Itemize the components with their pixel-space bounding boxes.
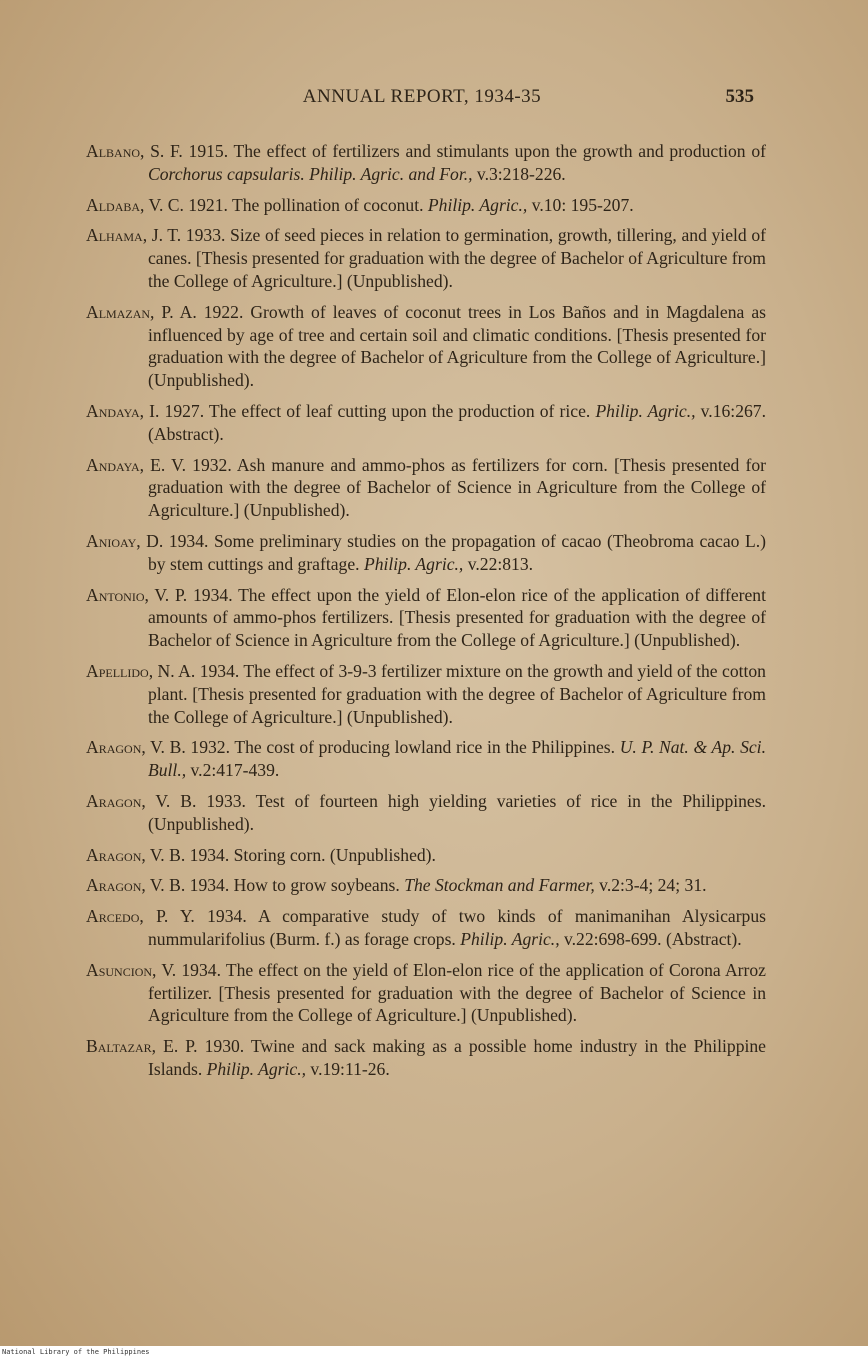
entry-citation: v.22:698-699. (Abstract). xyxy=(559,928,742,949)
entry-citation: v.19:11-26. xyxy=(306,1058,390,1079)
entry-text: Some preliminary studies on the propagation of cacao (Theobroma cacao L.) by stem cuttings and graftage. xyxy=(148,530,767,574)
bibliography-entry xyxy=(86,454,766,522)
entry-author: Aragon, V. B. xyxy=(86,844,186,865)
bibliography-entry xyxy=(86,660,766,728)
entry-citation: v.10: 195-207. xyxy=(527,194,634,215)
entry-text: Size of seed pieces in relation to germination, growth, tillering, and yield of canes. [Thesis presented for graduation with the degree of Bachelor of Agriculture from the College of Agriculture.] (Unpublished). xyxy=(148,225,766,291)
bibliography-entry xyxy=(86,874,766,897)
entry-year: 1933. xyxy=(185,225,226,246)
entry-year: 1922. xyxy=(203,301,244,322)
bibliography-entry xyxy=(86,194,766,217)
page-header-title: ANNUAL REPORT, 1934-35 xyxy=(302,86,542,107)
entry-author: Anioay, D. xyxy=(86,530,164,551)
running-header xyxy=(90,86,754,116)
entry-source: U. P. Nat. & Ap. Sci. Bull., xyxy=(148,737,766,781)
entry-source: Philip. Agric., xyxy=(460,928,560,949)
bibliography-entry xyxy=(86,1035,766,1081)
entry-year: 1933. xyxy=(206,790,246,811)
bibliography-entry xyxy=(86,400,766,446)
entry-year: 1915. xyxy=(188,141,229,161)
entry-source: Philip. Agric., xyxy=(595,400,696,421)
entry-source: Philip. Agric., xyxy=(427,194,528,215)
entry-author: Baltazar, E. P. xyxy=(86,1036,198,1057)
entry-year: 1934. xyxy=(168,530,209,551)
entry-source: Corchorus capsularis. Philip. Agric. and For., xyxy=(148,163,473,184)
bibliography-entry xyxy=(86,530,766,576)
entry-year: 1921. xyxy=(188,194,228,215)
entry-author: Aragon, V. B. xyxy=(86,875,186,896)
entry-author: Andaya, E. V. xyxy=(86,454,186,475)
bibliography-entry xyxy=(86,844,766,867)
entry-text: The effect on the yield of Elon-elon rice of the application of Corona Arroz fertilizer. [Thesis presented for graduation with the degree of Bachelor of Science in Agriculture from the College of Agriculture.] (Unpublished). xyxy=(148,959,766,1026)
entry-author: Aldaba, V. C. xyxy=(86,194,184,215)
entry-text: A comparative study of two kinds of manimanihan Alysicarpus nummularifolius (Burm. f.) as forage crops. xyxy=(148,906,766,949)
entry-source: Philip. Agric., xyxy=(363,553,464,574)
entry-year: 1934. xyxy=(189,844,230,865)
entry-year: 1932. xyxy=(190,737,230,758)
entry-source: Philip. Agric., xyxy=(206,1058,307,1079)
library-footer: National Library of the Philippines xyxy=(0,1346,868,1358)
entry-text: The effect upon the yield of Elon-elon rice of the application of different amounts of ammo-phos fertilizers. [Thesis presented for graduation with the degree of Bachelor of Science in Agriculture from the College of Agriculture.] (Unpublished). xyxy=(148,584,766,651)
bibliography-entry xyxy=(86,790,766,836)
entry-author: Albano, S. F. xyxy=(86,141,183,161)
entry-text: The effect of leaf cutting upon the production of rice. xyxy=(208,400,596,421)
entry-year: 1932. xyxy=(192,454,232,475)
bibliography-entry xyxy=(86,905,766,951)
entry-author: Almazan, P. A. xyxy=(86,301,197,322)
entry-citation: v.2:3-4; 24; 31. xyxy=(594,875,707,896)
entry-author: Apellido, N. A. xyxy=(86,660,196,681)
entry-text: The effect of 3-9-3 fertilizer mixture on the growth and yield of the cotton plant. [Thesis presented for graduation with the degree of Bachelor of Agriculture from the College of Agriculture.] (Unpublished). xyxy=(148,660,766,727)
page-number: 535 xyxy=(725,86,754,107)
entry-text: The cost of producing lowland rice in the Philippines. xyxy=(234,737,620,758)
entry-text: Ash manure and ammo-phos as fertilizers for corn. [Thesis presented for graduation with the degree of Bachelor of Science in Agriculture from the College of Agriculture.] (Unpublished). xyxy=(148,454,766,521)
entry-text: Twine and sack making as a possible home industry in the Philippine Islands. xyxy=(148,1036,766,1079)
entry-citation: v.3:218-226. xyxy=(472,163,566,184)
bibliography-entry xyxy=(86,736,766,782)
entry-author: Aragon, V. B. xyxy=(86,790,197,811)
entry-author: Alhama, J. T. xyxy=(86,225,182,246)
entry-text: Growth of leaves of coconut trees in Los Baños and in Magdalena as influenced by age of tree and certain soil and climatic conditions. [Thesis presented for graduation with the degree of Bachelor of Agriculture from the College of Agriculture.] (Unpublished). xyxy=(148,301,766,391)
entry-year: 1934. xyxy=(189,875,230,896)
bibliography-entry xyxy=(86,959,766,1027)
bibliography-entry xyxy=(86,584,766,652)
entry-year: 1934. xyxy=(193,584,233,605)
entry-citation: v.22:813. xyxy=(463,553,534,574)
entry-author: Antonio, V. P. xyxy=(86,584,188,605)
bibliography-entry xyxy=(86,301,766,392)
entry-text: The effect of fertilizers and stimulants upon the growth and production of xyxy=(233,141,766,161)
entry-author: Asuncion, V. xyxy=(86,959,177,980)
entry-year: 1930. xyxy=(204,1036,245,1057)
bibliography-list xyxy=(86,140,766,1089)
entry-text: Test of fourteen high yielding varieties of rice in the Philippines. (Unpublished). xyxy=(148,790,766,834)
entry-citation: v.2:417-439. xyxy=(186,760,280,781)
entry-text: The pollination of coconut. xyxy=(231,194,428,215)
entry-text: Storing corn. (Unpublished). xyxy=(233,844,436,865)
entry-year: 1934. xyxy=(181,959,221,980)
entry-source: The Stockman and Farmer, xyxy=(404,875,595,896)
bibliography-entry xyxy=(86,140,766,186)
entry-author: Andaya, I. xyxy=(86,400,160,421)
entry-text: How to grow soybeans. xyxy=(233,875,405,896)
entry-author: Arcedo, P. Y. xyxy=(86,906,195,927)
entry-year: 1934. xyxy=(207,906,247,927)
bibliography-entry xyxy=(86,224,766,292)
entry-author: Aragon, V. B. xyxy=(86,737,186,758)
entry-year: 1927. xyxy=(164,400,205,421)
entry-citation: v.16:267. (Abstract). xyxy=(148,400,766,444)
entry-year: 1934. xyxy=(199,660,240,681)
